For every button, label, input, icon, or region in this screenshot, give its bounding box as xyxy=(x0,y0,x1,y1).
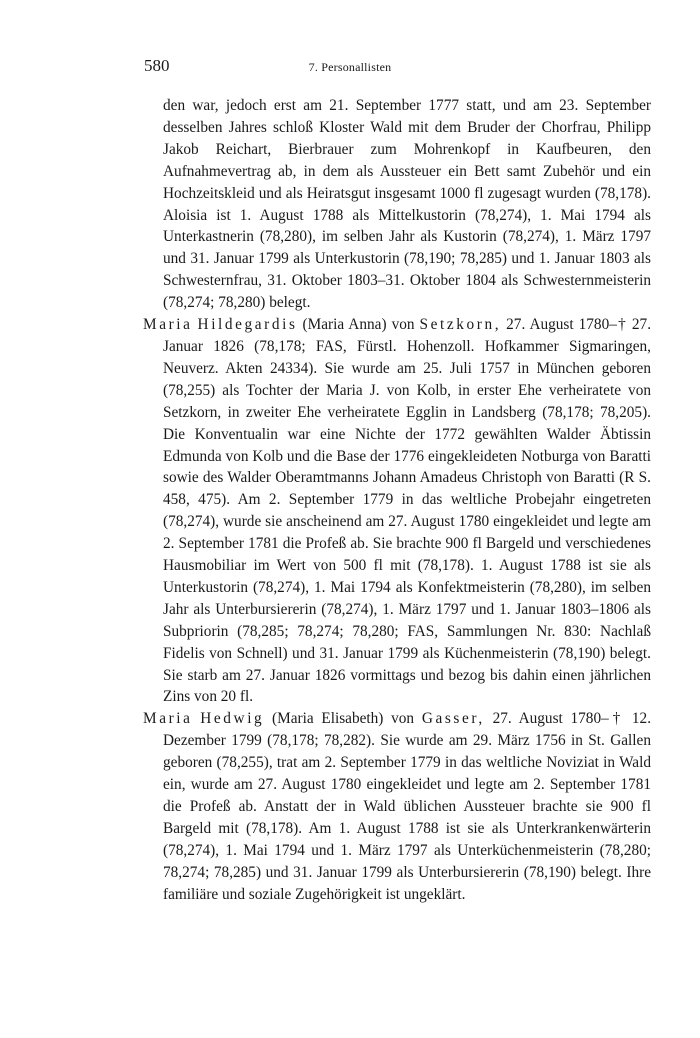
entry-name-first: Maria xyxy=(143,710,193,728)
entry-name-particle: von xyxy=(391,316,415,334)
entry-name-baptismal: (Maria Elisabeth) xyxy=(272,710,384,728)
continuation-paragraph: den war, jedoch erst am 21. September 1777 statt, und am 23. September desselben Jahres schloß Kloster Wald mit dem Bruder der Chorfrau, Philipp Jakob Reichart, Bierbrauer zum Mohrenkopf in Kaufbeuren, den Aufnahmevertrag ab, in dem als Aussteuer ein Bett samt Zubehör und ein Hochzeitskleid und als Heiratsgut insgesamt 1000 fl zugesagt wurden (78,178). Aloisia ist 1. August 1788 als Mittelkustorin (78,274), 1. Mai 1794 als Unterkastnerin (78,280), im selben Jahr als Kustorin (78,274), 1. März 1797 und 31. Januar 1799 als Unterkustorin (78,190; 78,285) und 1. Januar 1803 als Schwesternfrau, 31. Oktober 1803–31. Oktober 1804 als Schwesternmeisterin (78,274; 78,280) belegt. xyxy=(163,97,651,312)
entry-name-family: Gasser, xyxy=(421,710,485,728)
running-head: 7. Personallisten xyxy=(308,60,392,74)
entry-name-family: Setzkorn, xyxy=(419,316,502,334)
entry-name-particle: von xyxy=(391,710,415,728)
entry-hedwig xyxy=(143,708,651,905)
entry-name-baptismal: (Maria Anna) xyxy=(302,316,387,334)
entry-text: 27. August 1780–† 12. Dezember 1799 (78,178; 78,282). Sie wurde am 29. März 1756 in St. Gallen geboren (78,255), trat am 2. September 1779 in das weltliche Noviziat in Wald ein, wurde am 27. August 1780 eingekleidet und legte am 2. September 1781 die Profeß ab. Anstatt der in Wald üblichen Aussteuer brachte sie 900 fl Bargeld mit (78,178). Am 1. August 1788 ist sie als Unterkrankenwärterin (78,274), 1. Mai 1794 und 1. März 1797 als Unterküchenmeisterin (78,280; 78,274; 78,285) und 31. Januar 1799 als Unterbursiererin (78,190) belegt. Ihre familiäre und soziale Zugehörigkeit ist ungeklärt. xyxy=(163,710,652,903)
page-number: 580 xyxy=(144,56,170,75)
entry-name-first: Maria xyxy=(143,316,193,334)
entry-name-religious: Hildegardis xyxy=(197,316,298,334)
entry-text: 27. August 1780–† 27. Januar 1826 (78,178; FAS, Fürstl. Hohenzoll. Hofkammer Sigmaringen, Neuverz. Akten 24334). Sie wurde am 25. Juli 1757 in München geboren (78,255) als Tochter der Maria J. von Kolb, in erster Ehe verheiratete von Setzkorn, in zweiter Ehe verheiratete Egglin in Landsberg (78,178; 78,205). Die Konventualin war eine Nichte der 1772 gewählten Walder Äbtissin Edmunda von Kolb und die Base der 1776 eingekleideten Notburga von Baratti sowie des Walder Oberamtmanns Johann Amadeus Christoph von Baratti (R S. 458, 475). Am 2. September 1779 in das weltliche Probejahr eingetreten (78,274), wurde sie anscheinend am 27. August 1780 eingekleidet und legte am 2. September 1781 die Profeß ab. Sie brachte 900 fl Bargeld und verschiedenes Hausmobiliar im Wert von 500 fl mit (78,178). 1. August 1788 ist sie als Unterkustorin (78,274), 1. Mai 1794 als Konfektmeisterin (78,280), im selben Jahr als Unterbursiererin (78,274), 1. März 1797 und 1. Januar 1803–1806 als Subpriorin (78,285; 78,274; 78,280; FAS, Sammlungen Nr. 830: Nachlaß Fidelis von Schnell) und 31. Januar 1799 als Küchenmeisterin (78,190) belegt. Sie starb am 27. Januar 1826 vormittags und bezog bis dahin einen jährlichen Zins von 20 fl. xyxy=(163,316,652,706)
entry-hildegardis xyxy=(143,314,651,708)
entry-name-religious: Hedwig xyxy=(200,710,265,728)
text-block xyxy=(143,95,651,906)
